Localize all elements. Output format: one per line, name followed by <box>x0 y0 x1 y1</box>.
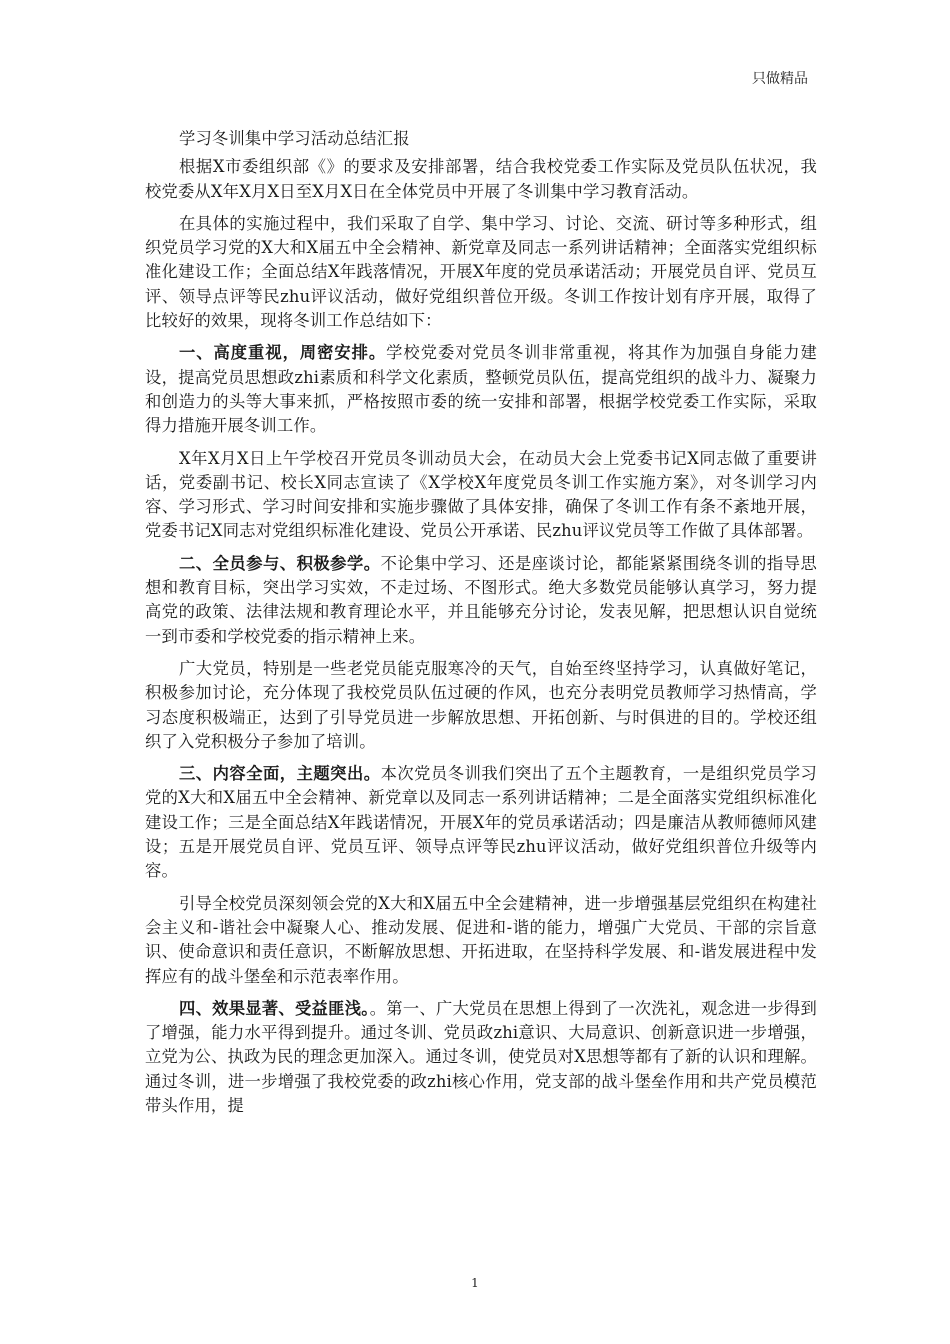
body-paragraph <box>145 657 817 754</box>
body-paragraph <box>145 762 817 883</box>
paragraph-text: X年X月X日上午学校召开党员冬训动员大会，在动员大会上党委书记X同志做了重要讲话，党委副书记、校长X同志宣读了《X学校X年度党员冬训工作实施方案》，对冬训学习内容、学习形式、学习时间安排和实施步骤做了具体安排，确保了冬训工作有条不紊地开展，党委书记X同志对党组织标准化建设、党员公开承诺、民zhu评议党员等工作做了具体部署。 <box>145 448 817 541</box>
paragraph-text: 引导全校党员深刻领会党的X大和X届五中全会建精神，进一步增强基层党组织在构建社会主义和-谐社会中凝聚人心、推动发展、促进和-谐的能力，增强广大党员、干部的宗旨意识、使命意识和责任意识，不断解放思想、开拓进取，在坚持科学发展、和-谐发展进程中发挥应有的战斗堡垒和示范表率作用。 <box>145 893 817 986</box>
body-paragraph <box>145 997 817 1118</box>
paragraph-text: 学校党委对党员冬训非常重视，将其作为加强自身能力建设，提高党员思想政zhi素质和科学文化素质，整顿党员队伍，提高党组织的战斗力、凝聚力和创造力的头等大事来抓，严格按照市委的统一安排和部署，根据学校党委工作实际，采取得力措施开展冬训工作。 <box>145 343 817 436</box>
section-heading: 一、高度重视，周密安排。 <box>179 343 387 363</box>
body-paragraph <box>145 341 817 438</box>
body-paragraph <box>145 552 817 649</box>
paragraph-text: 。第一、广大党员在思想上得到了一次洗礼，观念进一步得到了增强，能力水平得到提升。通过冬训、党员政zhi意识、大局意识、创新意识进一步增强，立党为公、执政为民的理念更加深入。通过冬训，使党员对X思想等都有了新的认识和理解。通过冬训，进一步增强了我校党委的政zhi核心作用，党支部的战斗堡垒作用和共产党员模范带头作用，提 <box>145 998 817 1115</box>
page-number: 1 <box>471 1276 479 1290</box>
paragraph-text: 本次党员冬训我们突出了五个主题教育，一是组织党员学习党的X大和X届五中全会精神、新党章以及同志一系列讲话精神；二是全面落实党组织标准化建设工作；三是全面总结X年践诺情况，开展X年的党员承诺活动；四是廉洁从教师德师风建设；五是开展党员自评、党员互评、领导点评等民zhu评议活动，做好党组织普位升级等内容。 <box>145 764 818 881</box>
paragraph-list <box>145 155 817 1118</box>
document-body <box>145 127 817 1126</box>
paragraph-text: 广大党员，特别是一些老党员能克服寒冷的天气，自始至终坚持学习，认真做好笔记，积极参加讨论，充分体现了我校党员队伍过硬的作风，也充分表明党员教师学习热情高，学习态度积极端正，达到了引导党员进一步解放思想、开拓创新、与时俱进的目的。学校还组织了入党积极分子参加了培训。 <box>145 658 817 751</box>
section-heading: 四、效果显著、受益匪浅。 <box>179 998 370 1018</box>
document-title: 学习冬训集中学习活动总结汇报 <box>179 129 410 148</box>
body-paragraph <box>145 212 817 333</box>
paragraph-text: 根据X市委组织部《》的要求及安排部署，结合我校党委工作实际及党员队伍状况，我校党委从X年X月X日至X月X日在全体党员中开展了冬训集中学习教育活动。 <box>145 157 817 201</box>
body-paragraph <box>145 892 817 989</box>
paragraph-text: 在具体的实施过程中，我们采取了自学、集中学习、讨论、交流、研讨等多种形式，组织党员学习党的X大和X届五中全会精神、新党章及同志一系列讲话精神；全面落实党组织标准化建设工作；全面总结X年践落情况，开展X年度的党员承诺活动；开展党员自评、党员互评、领导点评等民zhu评议活动，做好党组织普位开级。冬训工作按计划有序开展，取得了比较好的效果，现将冬训工作总结如下： <box>145 213 817 331</box>
paragraph-text: 不论集中学习、还是座谈讨论，都能紧紧围绕冬训的指导思想和教育目标，突出学习实效，不走过场、不图形式。绝大多数党员能够认真学习，努力提高党的政策、法律法规和教育理论水平，并且能够充分讨论，发表见解，把思想认识自觉统一到市委和学校党委的指示精神上来。 <box>145 553 818 646</box>
header-label: 只做精品 <box>752 71 808 87</box>
section-heading: 三、内容全面，主题突出。 <box>179 764 381 784</box>
body-paragraph <box>145 447 817 544</box>
body-paragraph <box>145 155 817 204</box>
section-heading: 二、全员参与、积极参学。 <box>179 553 381 573</box>
